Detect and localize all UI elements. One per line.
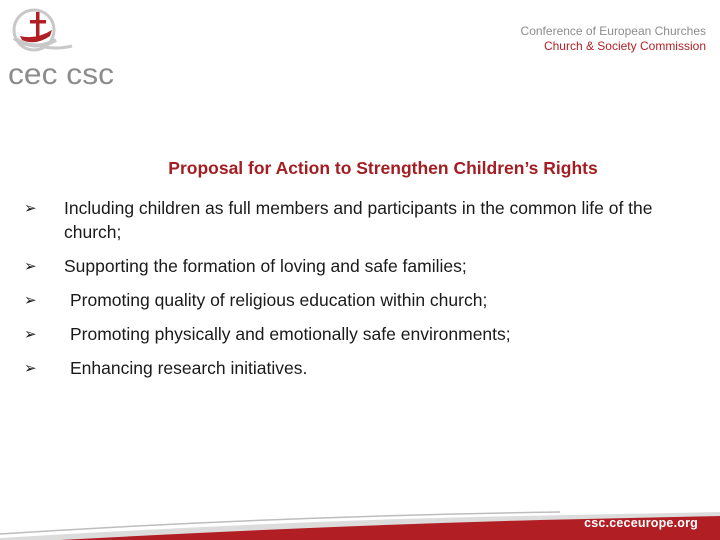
arrowhead-bullet-icon: ➢	[24, 291, 37, 309]
footer-url[interactable]: csc.ceceurope.org	[584, 516, 698, 530]
cec-csc-logo	[6, 6, 126, 94]
arrowhead-bullet-icon: ➢	[24, 325, 37, 343]
bullet-text: Including children as full members and participants in the common life of the church;	[64, 198, 653, 242]
bullet-item	[22, 356, 702, 380]
footer-swoosh	[0, 490, 720, 540]
bullet-item	[22, 196, 702, 244]
bullet-text: Enhancing research initiatives.	[70, 358, 308, 378]
bullet-list	[22, 196, 702, 390]
arrowhead-bullet-icon: ➢	[24, 257, 37, 275]
arrowhead-bullet-icon: ➢	[24, 359, 37, 377]
logo-text: cec csc	[8, 58, 115, 91]
arrowhead-bullet-icon: ➢	[24, 199, 37, 217]
bullet-item	[22, 288, 702, 312]
bullet-item	[22, 322, 702, 346]
bullet-item	[22, 254, 702, 278]
bullet-text: Supporting the formation of loving and safe families;	[64, 256, 467, 276]
bullet-text: Promoting quality of religious education within church;	[70, 290, 488, 310]
header-text	[521, 24, 706, 54]
org-name: Conference of European Churches	[520, 24, 706, 38]
slide-title: Proposal for Action to Strengthen Children’s Rights	[168, 158, 598, 178]
bullet-text: Promoting physically and emotionally safe environments;	[70, 324, 511, 344]
commission-name: Church & Society Commission	[543, 39, 706, 53]
cross-boat-icon	[14, 10, 72, 50]
